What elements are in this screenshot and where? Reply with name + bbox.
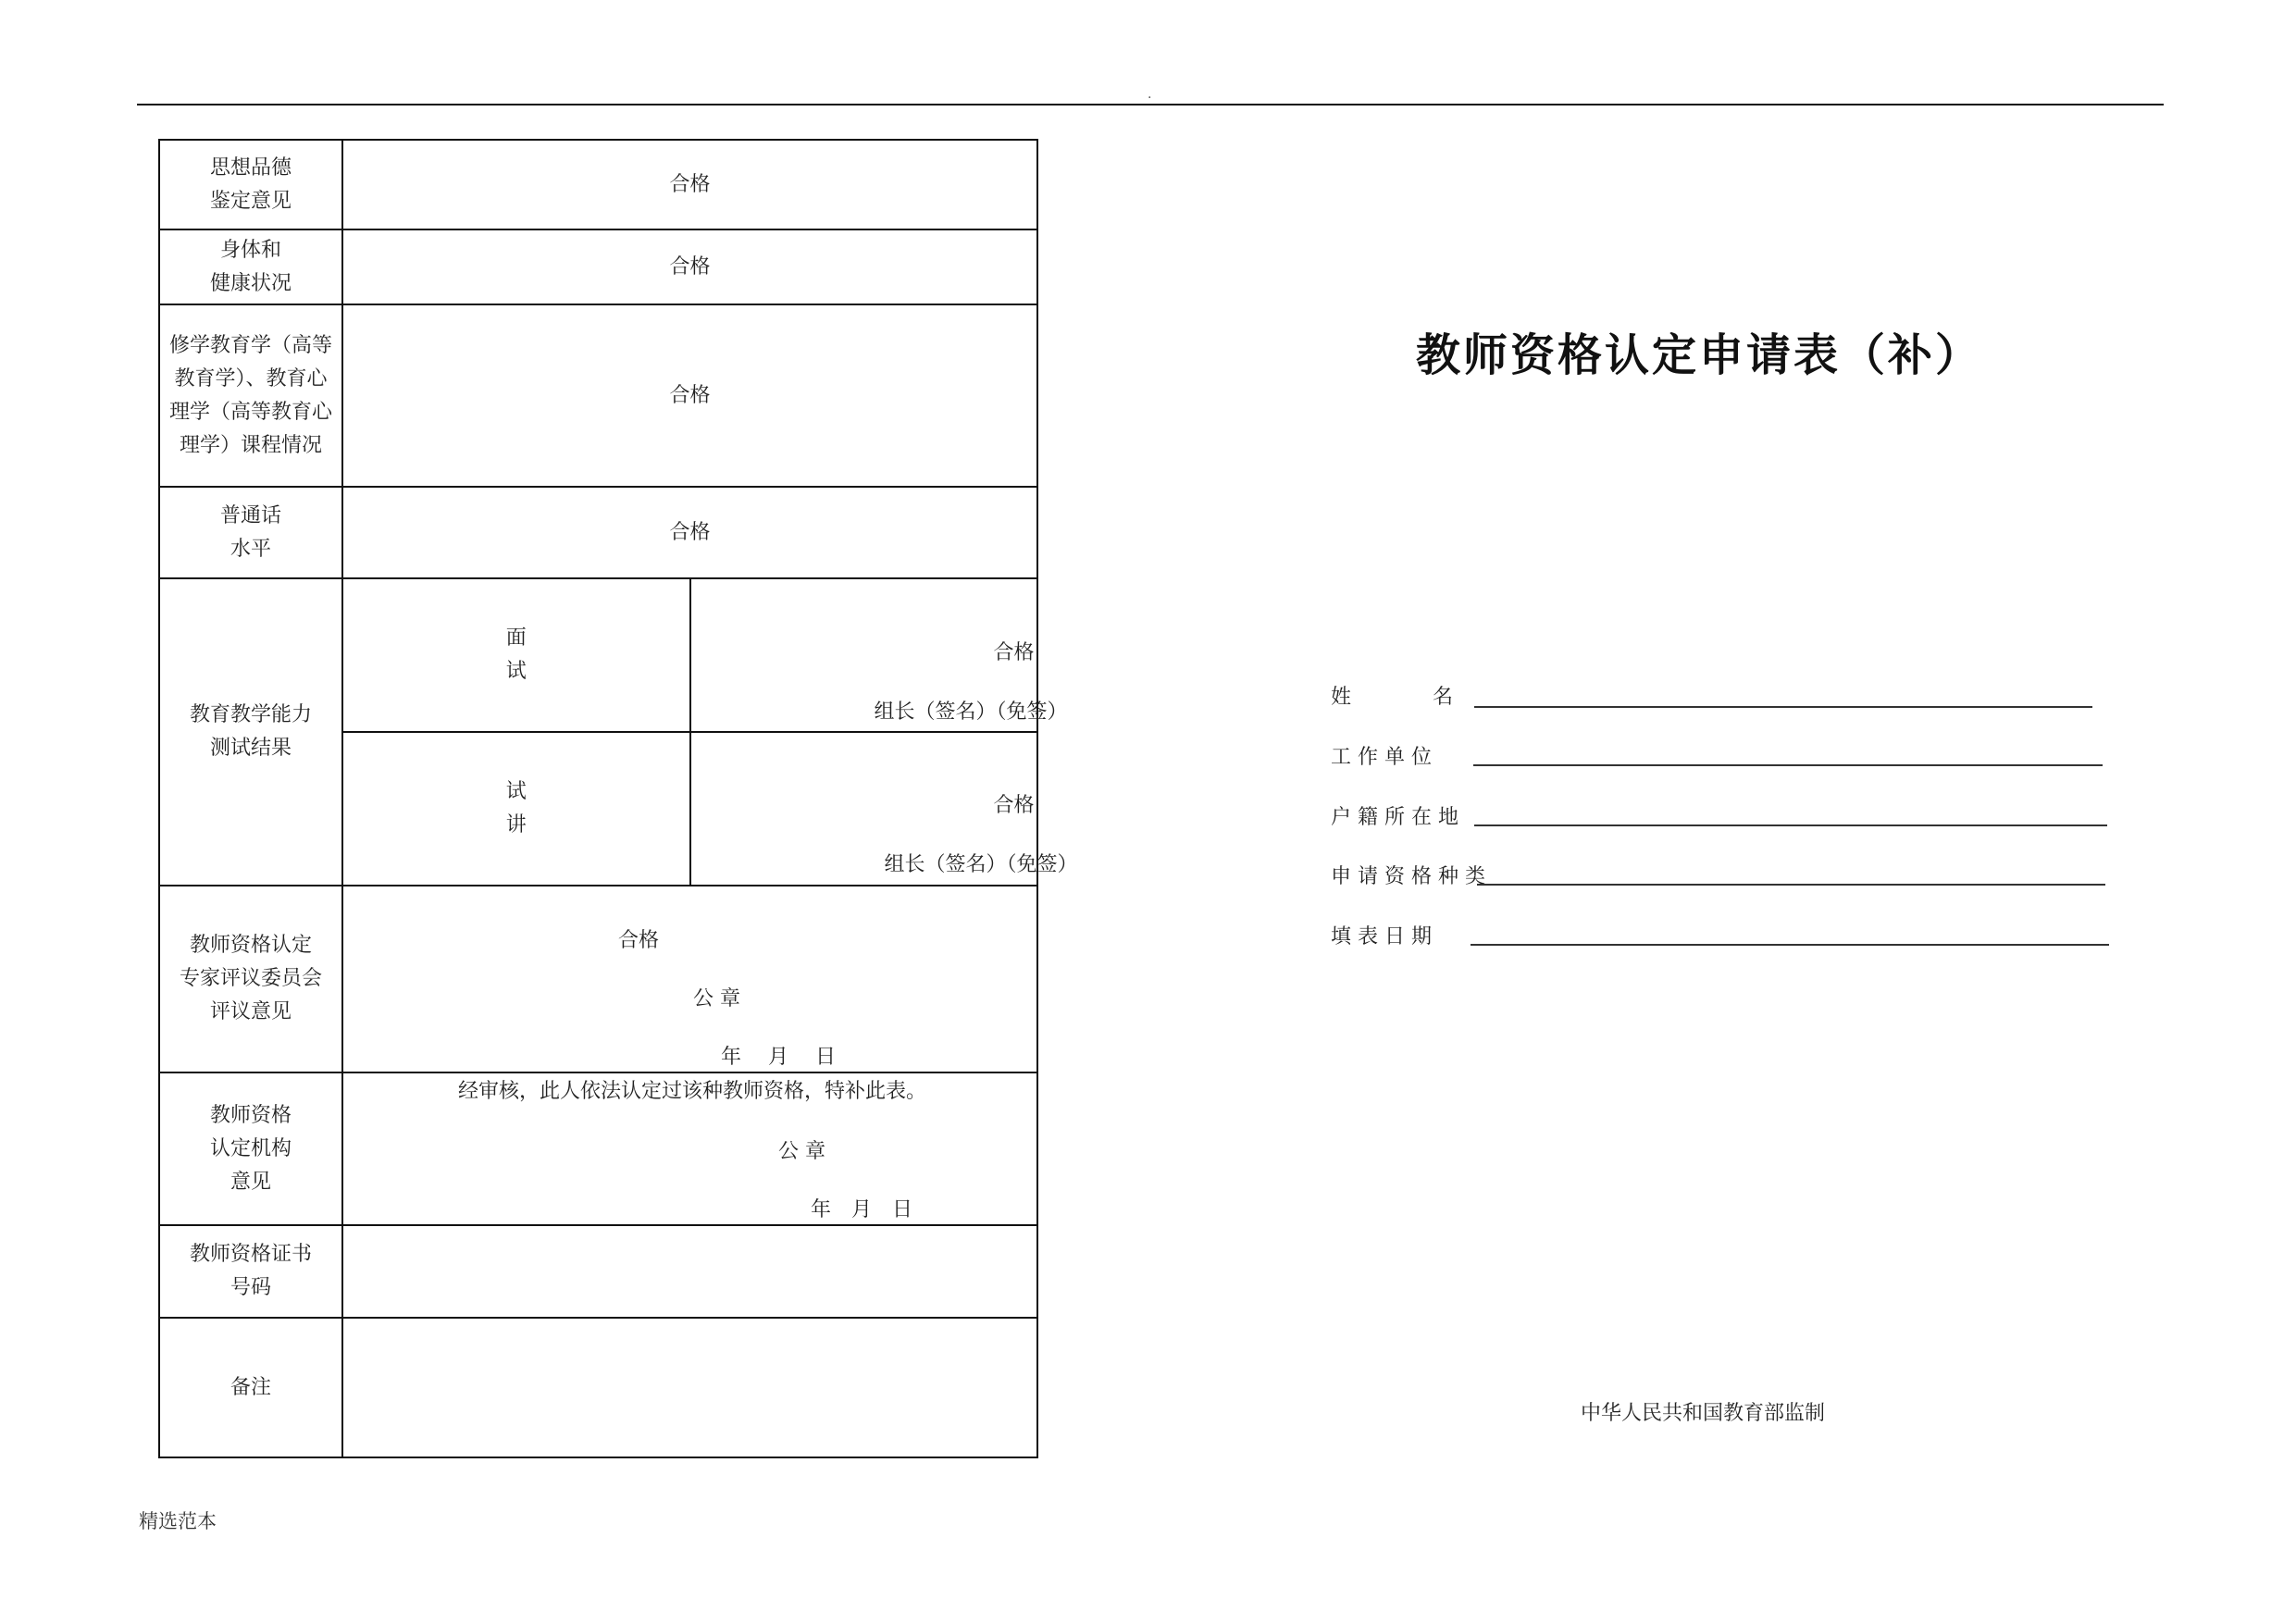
row-mandarin [159, 487, 1037, 578]
agency-date: 年 月 日 [811, 1198, 913, 1221]
committee-value: 合格 [618, 929, 660, 952]
courses-label: 修学教育学（高等 教育学）、教育心 理学（高等教育心 理学）课程情况 [159, 304, 342, 487]
agency-text: 经审核，此人依法认定过该种教师资格，特补此表。 [458, 1080, 927, 1103]
interview-cell [690, 578, 1068, 732]
interview-value: 合格 [993, 641, 1035, 664]
header-rule [137, 104, 2164, 105]
health-value: 合格 [342, 229, 1037, 304]
moral-value: 合格 [342, 140, 1037, 229]
supervisor-note: 中华人民共和国教育部监制 [1581, 1402, 1826, 1425]
field-date-label: 填 表 日 期 [1331, 925, 1432, 948]
lecture-cell [690, 732, 1078, 886]
row-interview [159, 578, 1037, 732]
row-courses [159, 304, 1037, 487]
row-committee [159, 886, 1037, 1072]
remark-value [342, 1318, 1037, 1457]
committee-cell [342, 886, 1037, 1072]
ability-label: 教育教学能力 测试结果 [159, 578, 342, 886]
field-qualification-label: 申 请 资 格 种 类 [1331, 865, 1485, 888]
footer-text: 精选范本 [139, 1510, 217, 1532]
mandarin-label: 普通话 水平 [159, 487, 342, 578]
field-household-label: 户 籍 所 在 地 [1331, 806, 1458, 829]
field-date-line[interactable] [1471, 944, 2109, 946]
row-remark [159, 1318, 1037, 1457]
lecture-sublabel: 试 讲 [342, 732, 690, 886]
field-workplace-line[interactable] [1473, 764, 2103, 766]
application-form-table [158, 139, 1078, 1458]
committee-label: 教师资格认定 专家评议委员会 评议意见 [159, 886, 342, 1072]
row-cert [159, 1225, 1037, 1318]
cover-title: 教师资格认定申请表（补） [1416, 329, 1983, 381]
field-household-line[interactable] [1474, 824, 2107, 826]
health-label: 身体和 健康状况 [159, 229, 342, 304]
field-name-label: 姓 名 [1331, 686, 1454, 709]
row-agency [159, 1072, 1037, 1225]
header-mark: . [1148, 87, 1152, 102]
lecture-sign: 组长（签名）（免签） [884, 853, 1078, 876]
row-health [159, 229, 1037, 304]
agency-label: 教师资格 认定机构 意见 [159, 1072, 342, 1225]
agency-cell [342, 1072, 1037, 1225]
committee-seal: 公 章 [693, 987, 740, 1010]
cert-label: 教师资格证书 号码 [159, 1225, 342, 1318]
lecture-value: 合格 [993, 794, 1035, 817]
agency-seal: 公 章 [778, 1140, 825, 1163]
field-workplace-label: 工 作 单 位 [1331, 746, 1432, 769]
row-moral [159, 140, 1037, 229]
field-name-line[interactable] [1474, 706, 2092, 708]
interview-sign: 组长（签名）（免签） [874, 700, 1068, 724]
committee-date: 年 月 日 [721, 1046, 836, 1069]
mandarin-value: 合格 [342, 487, 1037, 578]
interview-sublabel: 面 试 [342, 578, 690, 732]
remark-label: 备注 [159, 1318, 342, 1457]
moral-label: 思想品德 鉴定意见 [159, 140, 342, 229]
field-qualification-line[interactable] [1477, 884, 2105, 886]
cert-value [342, 1225, 1037, 1318]
courses-value: 合格 [342, 304, 1037, 487]
